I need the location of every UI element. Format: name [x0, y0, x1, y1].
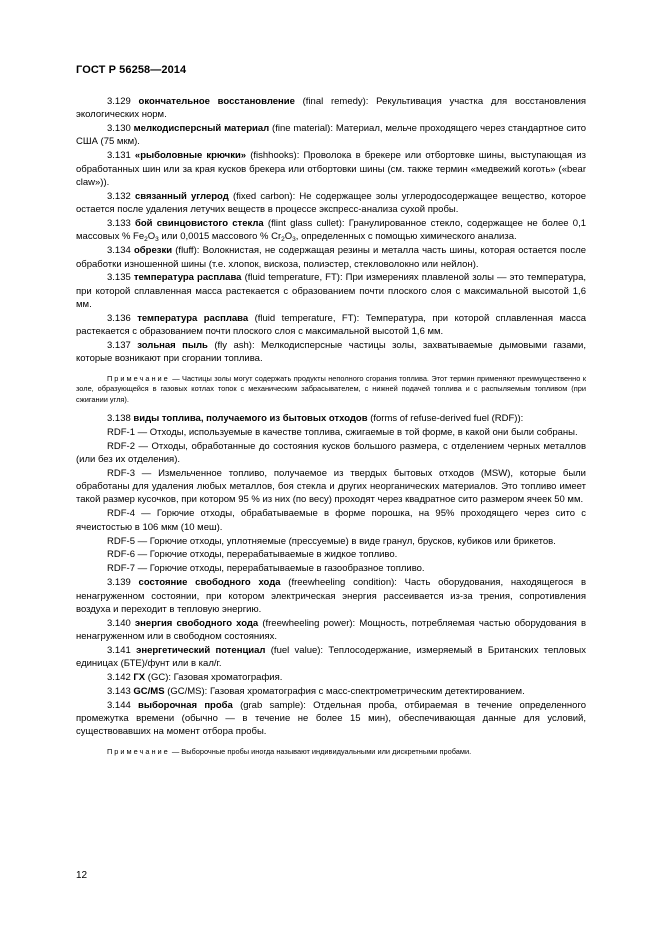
- rdf-4: RDF-4 — Горючие отходы, обрабатываемые в форме порошка, на 95% проходящего через сито с ячеистостью в 106 мкм (10 меш).: [76, 508, 586, 533]
- document-header: ГОСТ Р 56258—2014: [76, 64, 187, 76]
- entry-3-130: 3.130 мелкодисперсный материал (fine material): Материал, мельче проходящего через стандартное сито США (75 мкм).: [76, 123, 587, 148]
- entry-3-139: 3.139 состояние свободного хода (freewheeling condition): Часть оборудования, находящегося в ненагруженном состоянии, при котором электрическая энергия рассеивается из-за трения, сопротивления воздуха и переходит в тепловую энергию.: [76, 577, 587, 615]
- entry-3-129: 3.129 окончательное восстановление (final remedy): Рекультивация участка для восстановления экологических норм.: [76, 96, 587, 121]
- note-1: Примечание — Частицы золы могут содержать продукты неполного сгорания топлива. Этот термин применяют преимущественно к золе, образующейся в газовых котлах топок с механическим забрасывателем, с нижней подачей топлива и с распыляемым топливом (при сжигании угля).: [76, 373, 586, 404]
- note-2: Примечание — Выборочные пробы иногда называют индивидуальными или дискретными пробами.: [107, 746, 472, 756]
- entry-3-132: 3.132 связанный углерод (fixed carbon): Не содержащее золы углеродосодержащее вещество, которое остается после удаления летучих веществ в процессе экспресс-анализа сухой пробы.: [76, 190, 587, 216]
- rdf-7: RDF-7 — Горючие отходы, перерабатываемые в газообразное топливо.: [107, 563, 425, 575]
- rdf-5: RDF-5 — Горючие отходы, уплотняемые (прессуемые) в виде гранул, брусков, кубиков или брикетов.: [107, 535, 556, 547]
- document-body: [76, 95, 586, 764]
- entry-3-133: 3.133 бой свинцовистого стекла (flint glass cullet): Гранулированное стекло, содержащее не более 0,1 массовых % $Fe_2O_3$ или 0,0015 массового % $Cr_2O_3$, определенных с помощью химического анализа.: [76, 218, 586, 244]
- entry-3-141: 3.141 энергетический потенциал (fuel value): Теплосодержание, измеряемый в Британских тепловых единицах (БТЕ)/фунт или в кал/г.: [76, 644, 586, 670]
- page-number: 12: [76, 870, 88, 881]
- entry-3-143: 3.143 GC/MS (GC/MS): Газовая хроматография с масс-спектрометрическим детектированием.: [107, 685, 525, 697]
- entry-3-131: 3.131 «рыболовные крючки» (fishhooks): Проволока в брекере или отбортовке шины, выступающая из обработанных шин или за края кусков брекера или отбортовки шины (см. также термин «медвежий коготь» («bear claw»)).: [76, 150, 587, 188]
- entry-3-134: 3.134 обрезки (fluff): Волокнистая, не содержащая резины и металла часть шины, которая остается после обработки изношенной шины (т.е. хлопок, вискоза, полиэстер, стекловолокно или нейлон).: [76, 245, 587, 270]
- rdf-3: RDF-3 — Измельченное топливо, получаемое из твердых бытовых отходов (MSW), которые были обработаны для удаления любых металлов, боя стекла и других неорганических материалов. Это топливо имеет такой размер кусочков, при котором 95 % из них (по весу) проходят через квадратное сито размером ячеек 50 мм.: [76, 467, 586, 506]
- entry-3-136: 3.136 температура расплава (fluid temperature, FT): Температура, при которой сплавленная масса растекается с образованием почти плоского слоя с максимальной высотой 1,6 мм.: [76, 312, 586, 338]
- entry-3-140: 3.140 энергия свободного хода (freewheeling power): Мощность, потребляемая частью оборудования в ненагруженном или в свободном состояниях.: [76, 617, 587, 642]
- entry-3-142: 3.142 ГХ (GC): Газовая хроматография.: [107, 672, 283, 684]
- entry-3-137: 3.137 зольная пыль (fly ash): Мелкодисперсные частицы золы, захватываемые дымовыми газами, которые возникают при сгорании топлива.: [76, 340, 586, 365]
- rdf-6: RDF-6 — Горючие отходы, перерабатываемые в жидкое топливо.: [107, 549, 398, 561]
- rdf-2: RDF-2 — Отходы, обработанные до состояния кусков большого размера, с отделением черных металлов (или без их отделения).: [76, 440, 586, 465]
- entry-3-138: 3.138 виды топлива, получаемого из бытовых отходов (forms of refuse-derived fuel (RDF)):: [107, 412, 524, 424]
- entry-3-144: 3.144 выборочная проба (grab sample): Отдельная проба, отбираемая в течение определенного промежутка времени (обычно — в течение не более 15 мин), обеспечивающая данные для условий, существовавших на момент отбора пробы.: [76, 699, 587, 738]
- entry-3-135: 3.135 температура расплава (fluid temperature, FT): При измерениях плавленой золы — это температура, при которой сплавленная масса растекается с образованием почти плоского слоя с максимальной высотой 1,6 мм.: [76, 272, 587, 311]
- rdf-1: RDF-1 — Отходы, используемые в качестве топлива, сжигаемые в той форме, в какой они были собраны.: [107, 426, 578, 438]
